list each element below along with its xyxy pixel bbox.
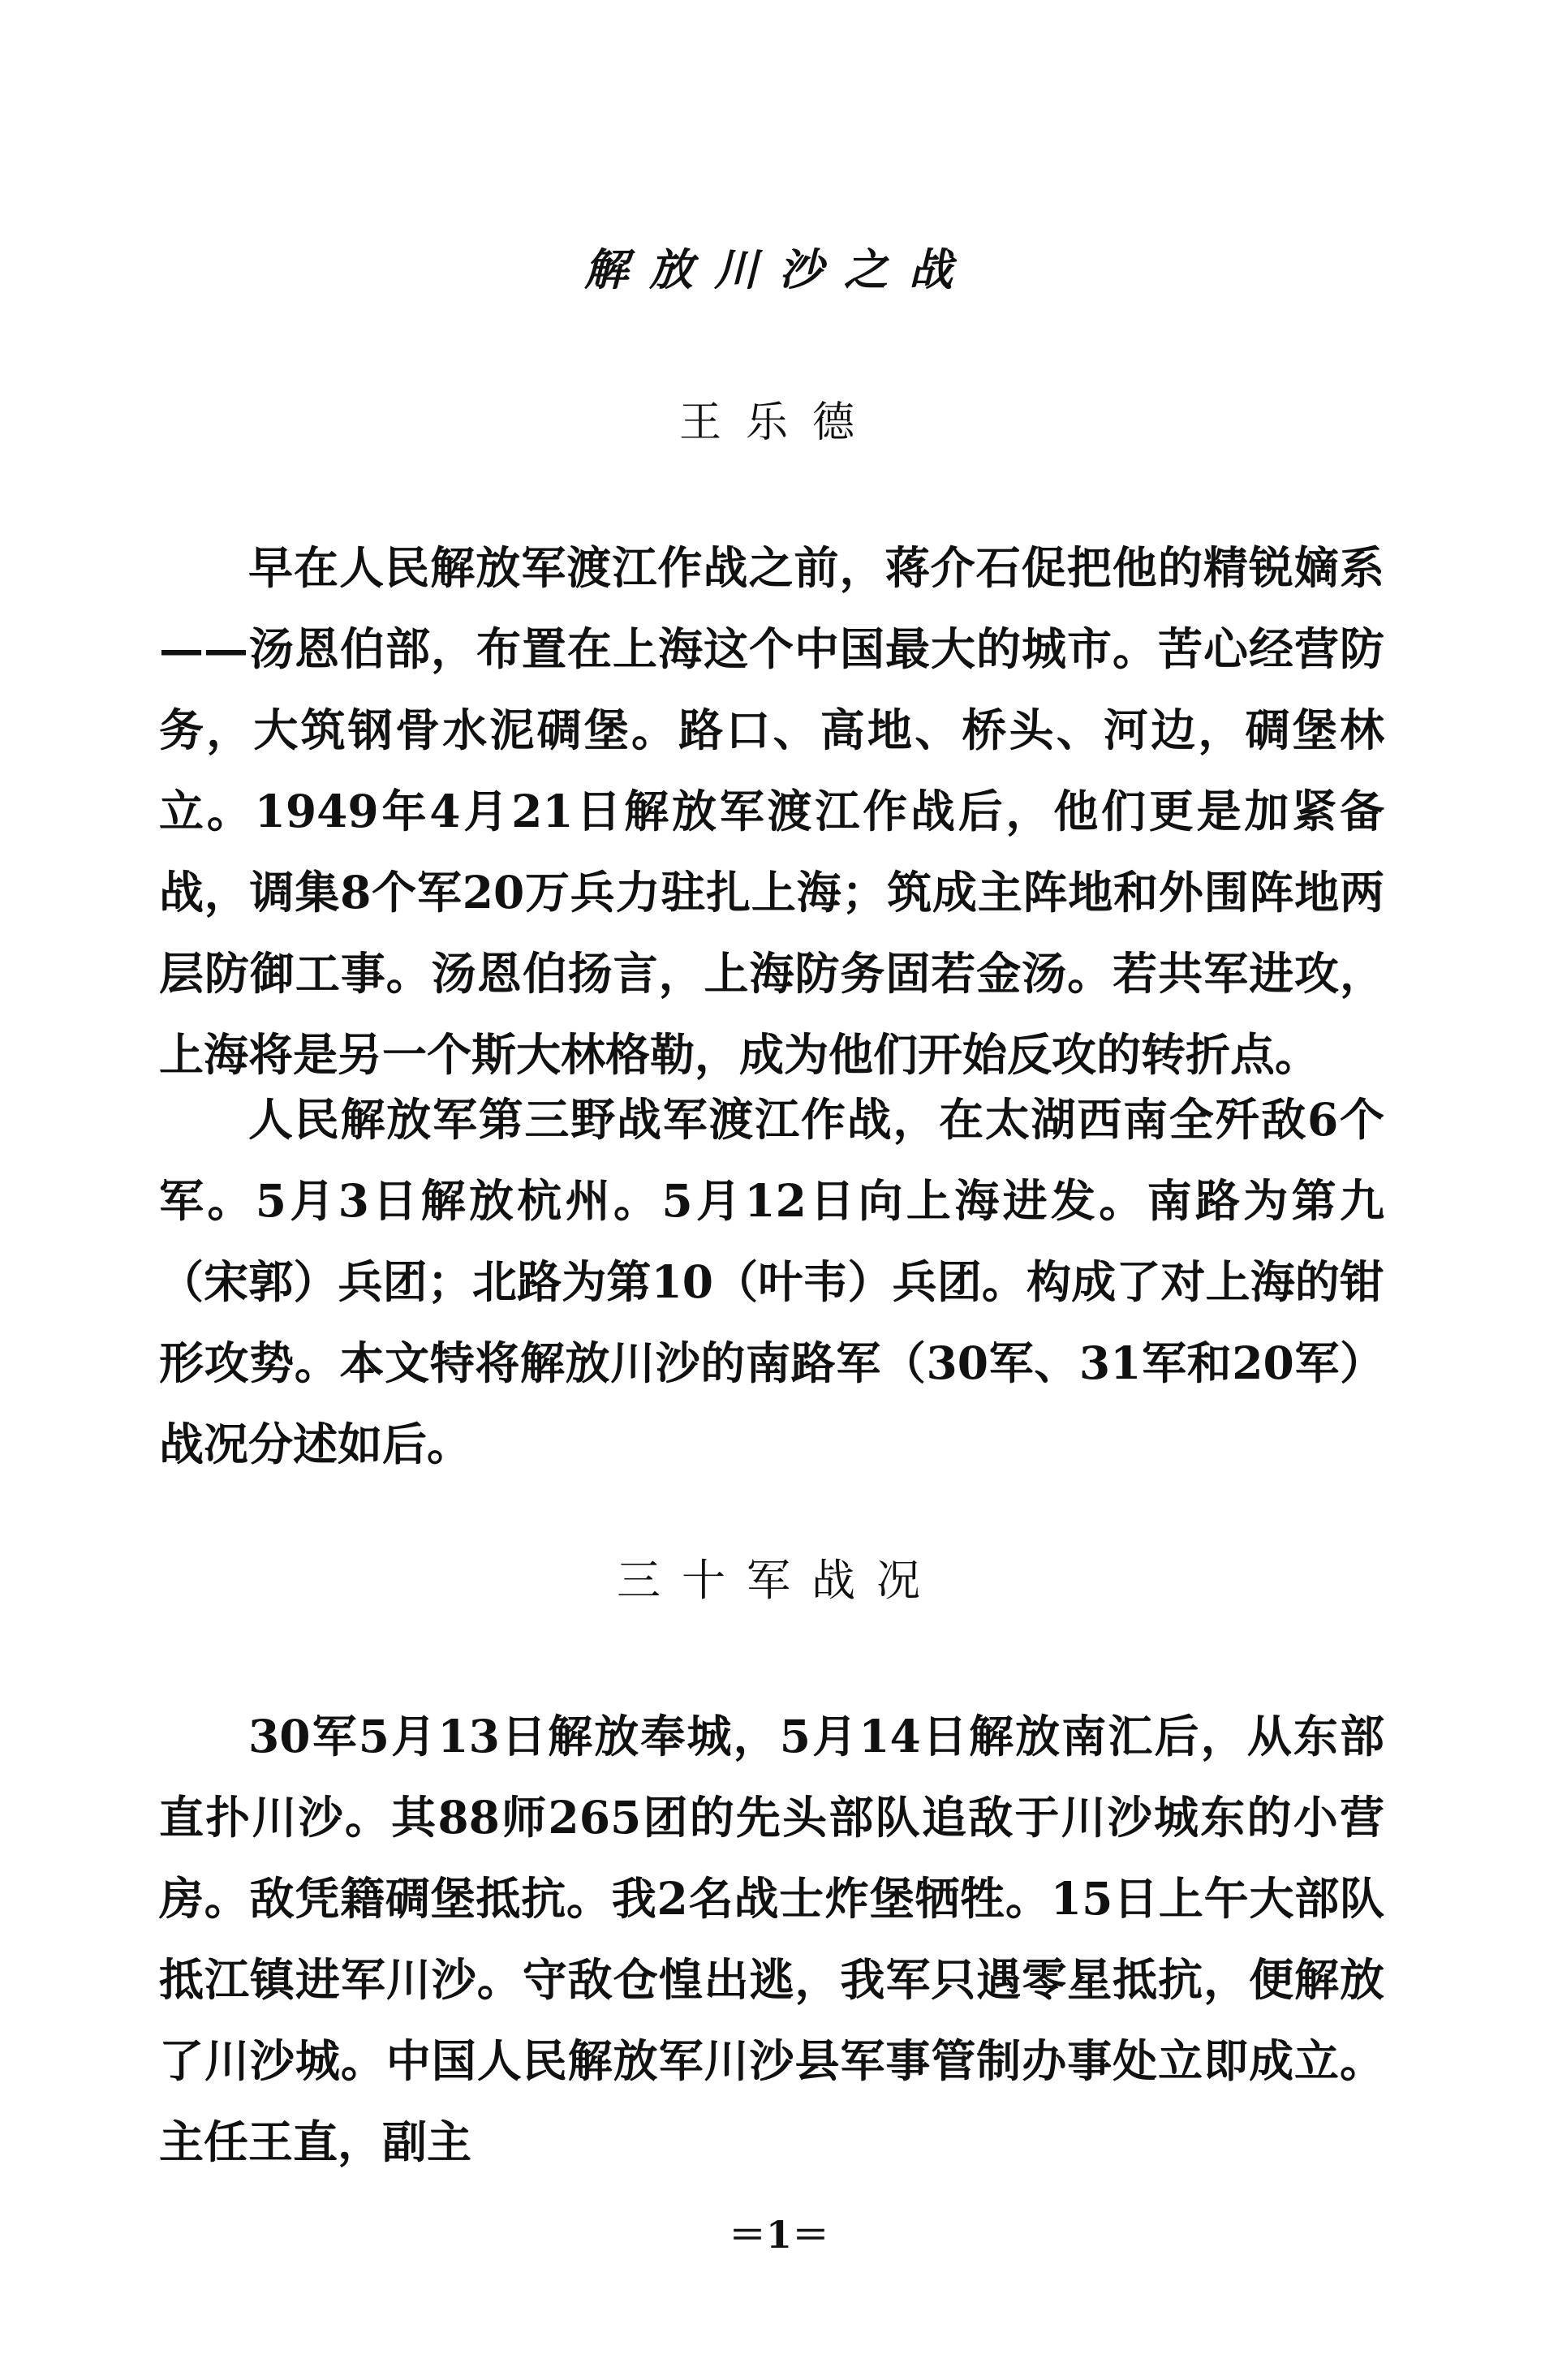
section-paragraph: 30军5月13日解放奉城，5月14日解放南汇后，从东部直扑川沙。其88师265团的先头部队追敌于川沙城东的小营房。敌凭籍碉堡抵抗。我2名战士炸堡牺牲。15日上午大部队抵江镇进军川沙。守敌仓惶出逃，我军只遇零星抵抗，便解放了川沙城。中国人民解放军川沙县军事管制办事处立即成立。主任王直，副主 [159,1710,1384,2168]
body-paragraph: 人民解放军第三野战军渡江作战，在太湖西南全歼敌6个军。5月3日解放杭州。5月12日向上海进发。南路为第九（宋郭）兵团；北路为第10（叶韦）兵团。构成了对上海的钳形攻势。本文特将解放川沙的南路军（30军、31军和20军）战况分述如后。 [159,1093,1384,1470]
author-name: 王乐德 [678,398,879,447]
page-number: ＝1＝ [728,2213,829,2257]
section-heading: 三十军战况 [617,1555,941,1606]
document-title: 解放川沙之战 [584,243,974,295]
body-paragraph: 早在人民解放军渡江作战之前，蒋介石促把他的精锐嫡系——汤恩伯部，布置在上海这个中国最大的城市。苦心经营防务，大筑钢骨水泥碉堡。路口、高地、桥头、河边，碉堡林立。1949年4月21日解放军渡江作战后，他们更是加紧备战，调集8个军20万兵力驻扎上海；筑成主阵地和外围阵地两层防御工事。汤恩伯扬言，上海防务固若金汤。若共军进攻，上海将是另一个斯大林格勒，成为他们开始反攻的转折点。 [159,541,1384,1081]
